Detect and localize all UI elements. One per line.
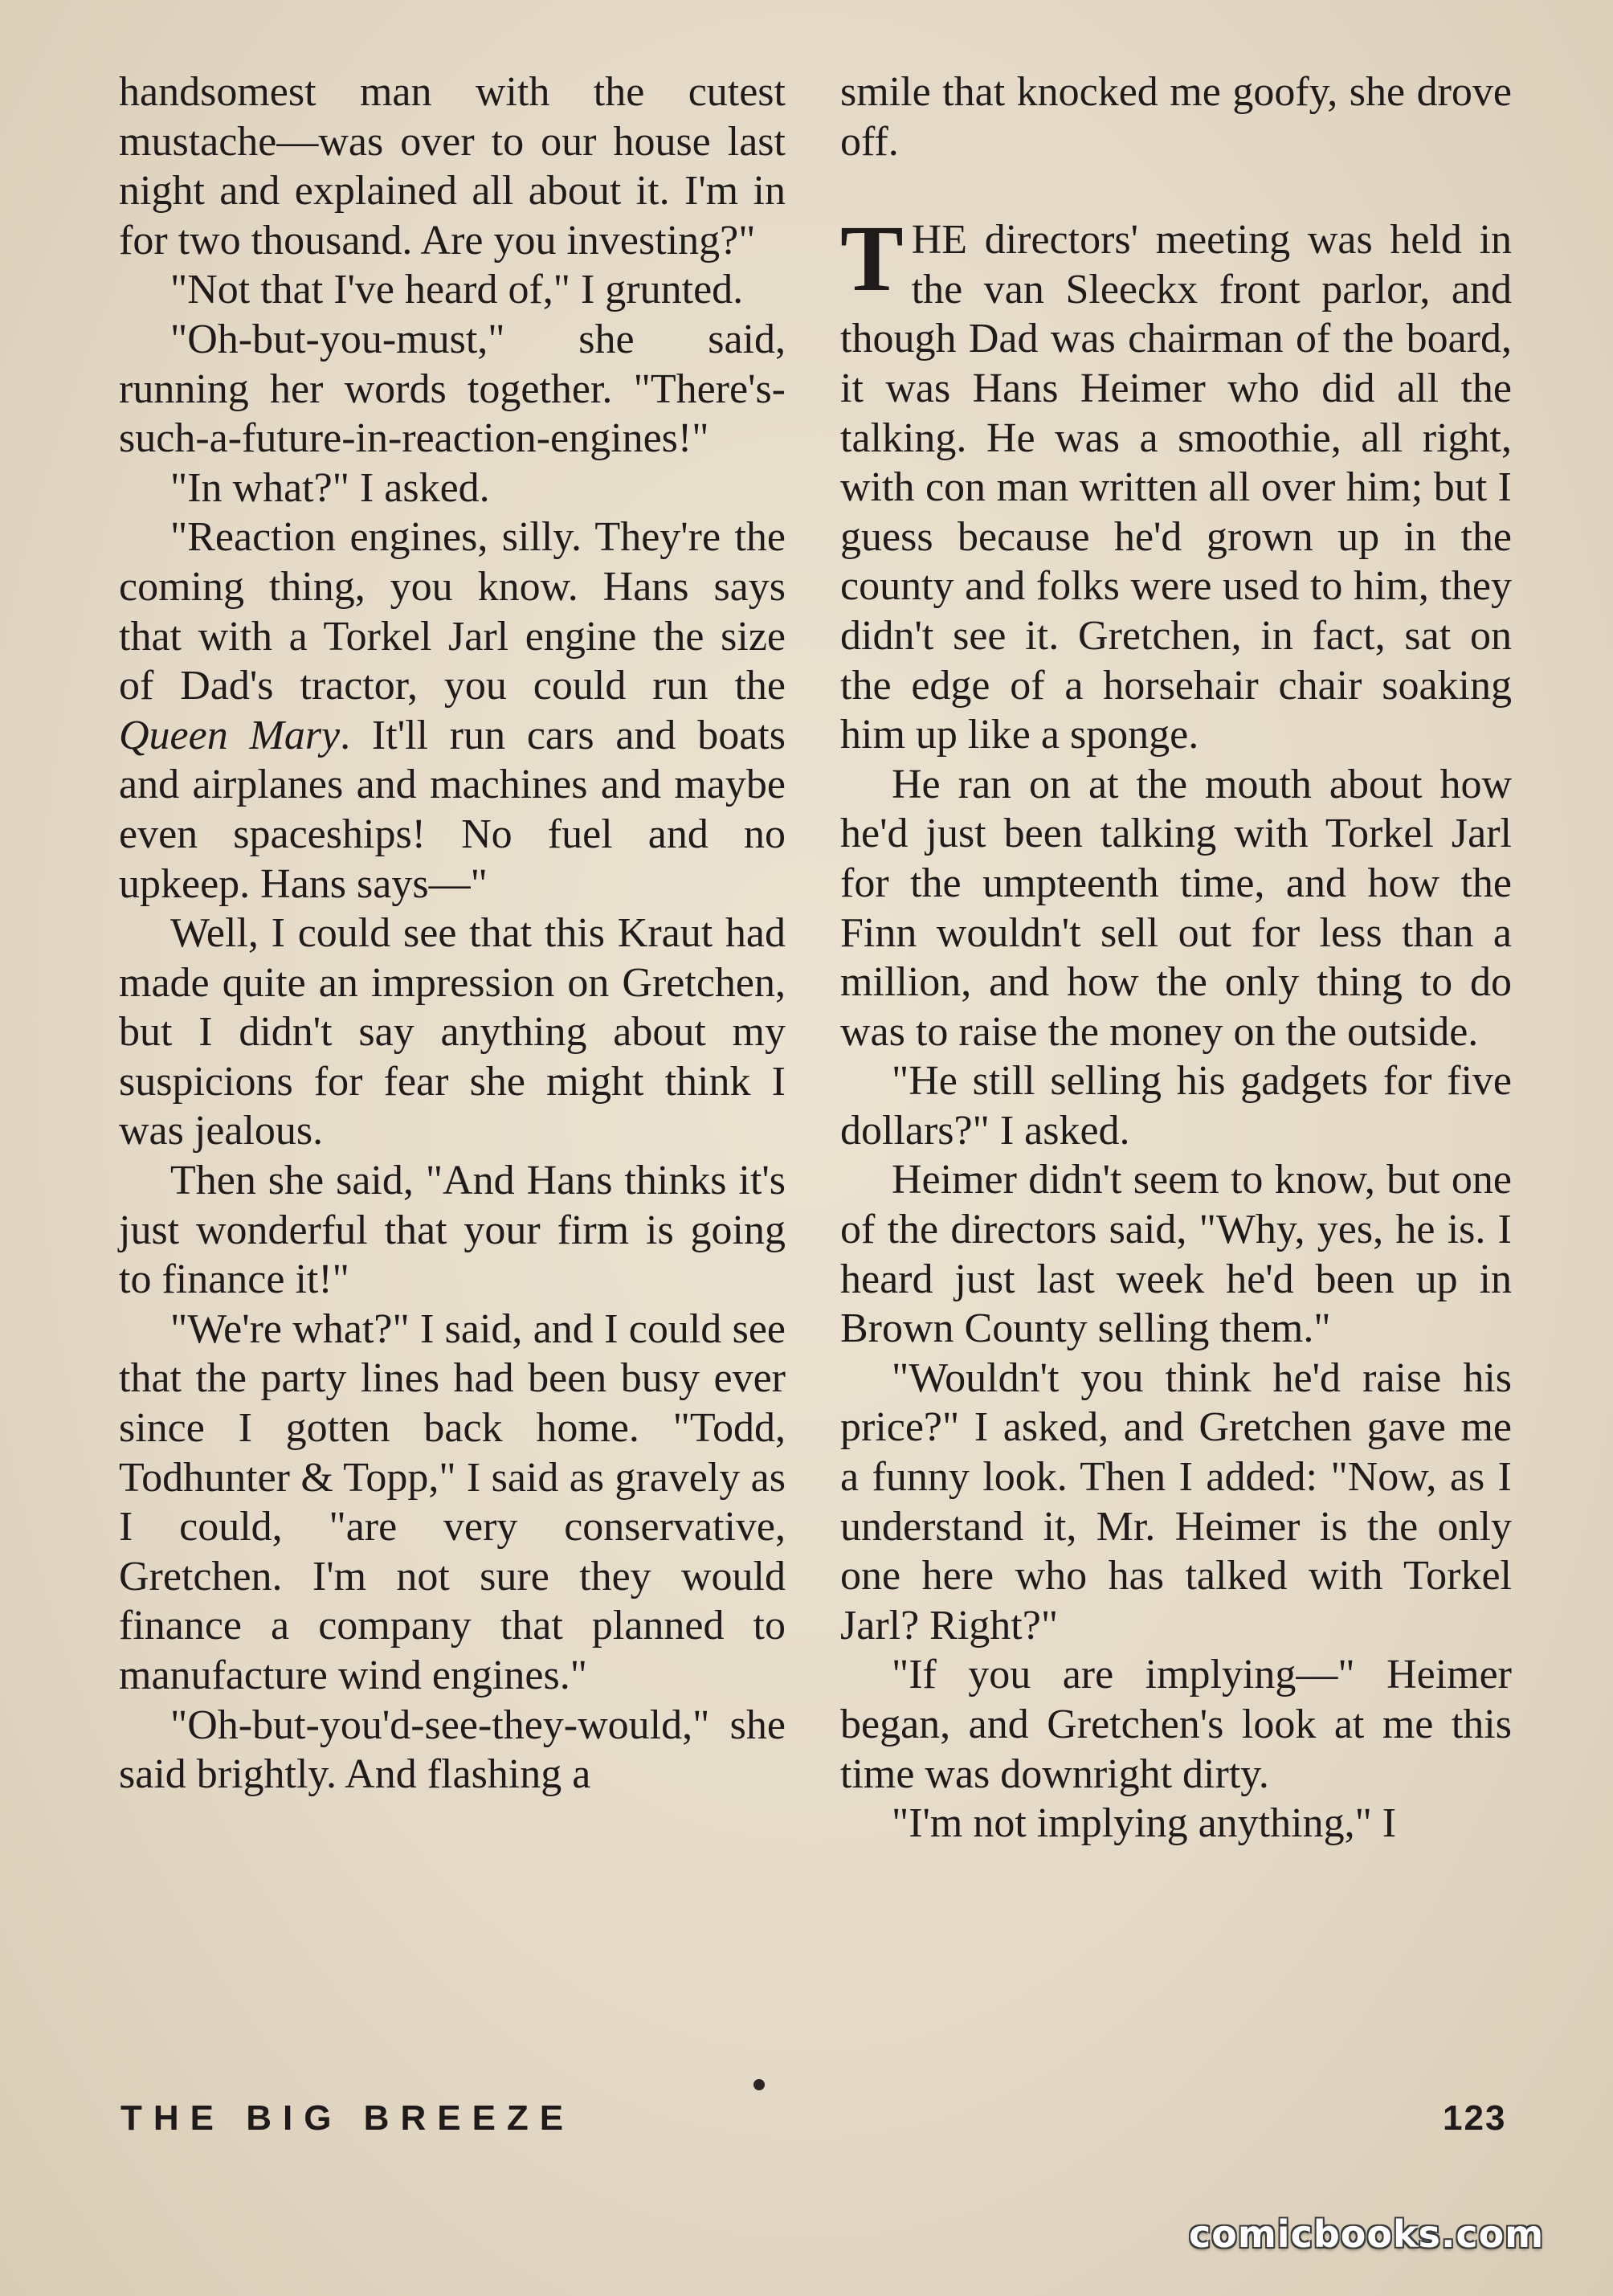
paragraph: "Oh-but-you-must," she said, running her words together. "There's-such-a-future-in-reaction-engines!" [119,316,786,462]
page-number: 123 [1443,2098,1507,2138]
paragraph-text: HE directors' meeting was held in the van Sleeckx front parlor, and though Dad was chairman of the board, it was Hans Heimer who did all the talking. He was a smoothie, all right, with con man written all over him; but I guess because he'd grown up in the county and folks were used to him, they didn't see it. Gretchen, in fact, sat on the edge of a horsehair chair soaking him up like a sponge. [840,217,1512,758]
paragraph-with-dropcap [840,206,1512,760]
paragraph: "I'm not implying anything," I [892,1800,1397,1847]
drop-cap: T [840,206,904,312]
paragraph: handsomest man with the cutest mustache—was over to our house last night and explained all about it. I'm in for two thousand. Are you investing?" [119,69,786,264]
site-watermark: comicbooks.com [1189,2212,1545,2256]
paragraph: "If you are implying—" Heimer began, and Gretchen's look at me this time was downright dirty. [840,1652,1512,1797]
paragraph: smile that knocked me goofy, she drove off. [840,69,1512,165]
paragraph: "We're what?" I said, and I could see that the party lines had been busy ever since I gotten back home. "Todd, Todhunter & Topp," I said as gravely as I could, "are very conservative, Gretchen. I'm not sure they would finance a company that planned to manufacture wind engines." [119,1305,786,1698]
paragraph: "In what?" I asked. [170,464,490,511]
section-break [840,166,1512,215]
paragraph: "Oh-but-you'd-see-they-would," she said brightly. And flashing a [119,1702,786,1798]
paragraph: "Wouldn't you think he'd raise his price?" I asked, and Gretchen gave me a funny look. Then I added: "Now, as I understand it, Mr. Heimer is the only one here who has talked with Torkel Jarl? Right?" [840,1354,1512,1648]
paragraph: Then she said, "And Hans thinks it's just wonderful that your firm is going to finance it!" [119,1158,786,1303]
paragraph-text: . It'll run cars and boats and airplanes and machines and maybe even spaceships! No fuel and no upkeep. Hans says—" [119,712,786,907]
running-footer-title: THE BIG BREEZE [120,2098,575,2138]
italic-ship-name: Queen Mary [119,712,341,758]
paragraph: He ran on at the mouth about how he'd just been talking with Torkel Jarl for the umpteenth time, and how the Finn wouldn't sell out for less than a million, and how the only thing to do was to raise the money on the outside. [840,761,1512,1055]
left-text-column [119,67,786,1800]
right-text-column [840,67,1512,1849]
paragraph [119,513,786,909]
paragraph: "Not that I've heard of," I grunted. [170,267,744,313]
paragraph: "He still selling his gadgets for five dollars?" I asked. [840,1058,1512,1154]
paragraph-text: "Reaction engines, silly. They're the coming thing, you know. Hans says that with a Torkel Jarl engine the size of Dad's tractor, you could run the [119,514,786,709]
paragraph: Heimer didn't seem to know, but one of the directors said, "Why, yes, he is. I heard just last week he'd been up in Brown County selling them." [840,1157,1512,1352]
paragraph: Well, I could see that this Kraut had made quite an impression on Gretchen, but I didn't say anything about my suspicions for fear she might think I was jealous. [119,910,786,1154]
ornament-dot [753,2079,765,2090]
